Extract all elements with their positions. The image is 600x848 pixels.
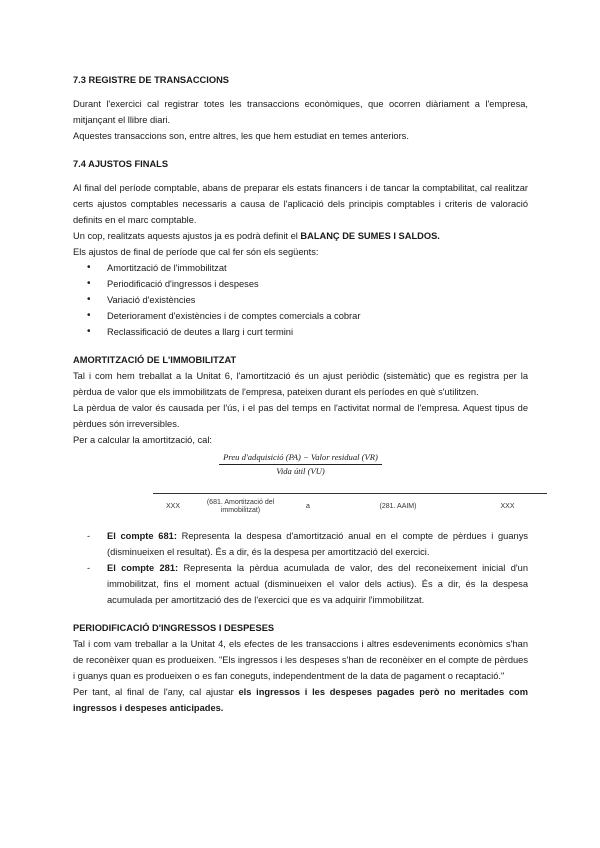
formula-denominator: Vida útil (VU): [276, 466, 325, 476]
heading-periodificacio: PERIODIFICACIÓ D'INGRESSOS I DESPESES: [73, 623, 275, 633]
paragraph: La pèrdua de valor és causada per l'ús, i el pas del temps en l'activitat normal de l'empresa. Aquest tipus de pèrdues són irreversibles.: [73, 403, 528, 429]
paragraph: Durant l'exercici cal registrar totes les transaccions econòmiques, que ocorren diàriament a l'empresa, mitjançant el llibre diari.: [73, 99, 528, 125]
list-item: • Variació d'existències: [87, 292, 528, 308]
list-item: - El compte 681: Representa la despesa d'amortització anual en el compte de pèrdues i guanys (disminueixen el resultat). És a dir, és la despesa per amortització del exercici.: [87, 528, 528, 560]
entry-credit-amount: XXX: [500, 503, 515, 510]
paragraph: Aquestes transaccions son, entre altres, les que hem estudiat en temes anteriors.: [73, 131, 409, 141]
paragraph: Tal i com hem treballat a la Unitat 6, l'amortització és un ajust periòdic (sistemàtic) que es registra per la pèrdua de valor que els immobilitzats de l'empresa, pateixen durant els períodes en què s'utilitzen.: [73, 371, 528, 397]
account-label: El compte 281:: [107, 563, 179, 573]
paragraph: Al final del període comptable, abans de preparar els estats financers i de tancar la comptabilitat, cal realitzar certs ajustos comptables necessaris a causa de l'aplicació dels principis comptables i criteris de valoració definits en el marc comptable.: [73, 183, 528, 225]
amortization-formula: [73, 452, 528, 477]
paragraph: Els ajustos de final de període que cal fer són els següents:: [73, 247, 319, 257]
list-item: • Periodificació d'ingressos i despeses: [87, 276, 528, 292]
adjustments-list: [73, 260, 528, 340]
paragraph: Tal i com vam treballar a la Unitat 4, els efectes de les transaccions i altres esdeveniments econòmics s'han de reconèixer quan es produeixen. "Els ingressos i les despeses s'han de reconèixer en el compte de pèrdues i guanys quan es produeixen o es fan coneguts, independentment de la data de pagament o recaptació.": [73, 639, 528, 681]
list-item: • Amortització de l'immobilitzat: [87, 260, 528, 276]
bold-term: els ingressos i les despeses pagades però no meritades com ingressos i despeses anticipades.: [73, 687, 528, 713]
entry-credit-account: (281. AAIM): [379, 503, 417, 510]
journal-entry: [153, 493, 547, 520]
list-item: • Deteriorament d'existències i de comptes comercials a cobrar: [87, 308, 528, 324]
entry-separator: a: [306, 503, 310, 510]
heading-registre-transaccions: 7.3 REGISTRE DE TRANSACCIONS: [73, 75, 230, 85]
paragraph: Per tant, al final de l'any, cal ajustar els ingressos i les despeses pagades però no meritades com ingressos i despeses anticipades.: [73, 687, 528, 713]
document-page: [73, 72, 528, 716]
paragraph: Un cop, realitzats aquests ajustos ja es podrà definit el BALANÇ DE SUMES I SALDOS.: [73, 231, 440, 241]
bold-term: BALANÇ DE SUMES I SALDOS.: [300, 231, 440, 241]
list-item: - El compte 281: Representa la pèrdua acumulada de valor, des del reconeixement inicial d'un immobilitzat, fins el moment actual (disminueixen el valor dels actius). És a dir, és la despesa acumulada per amortització des de l'exercici que es va adquirir l'immobilitzat.: [87, 560, 528, 608]
account-label: El compte 681:: [107, 531, 177, 541]
formula-numerator: Preu d'adquisició (PA) − Valor residual (VR): [219, 452, 382, 465]
paragraph: Per a calcular la amortització, cal:: [73, 435, 212, 445]
list-item: • Reclassificació de deutes a llarg i curt termini: [87, 324, 528, 340]
heading-ajustos-finals: 7.4 AJUSTOS FINALS: [73, 159, 169, 169]
account-descriptions: [73, 528, 528, 608]
entry-debit-account: (681. Amortització del immobilitzat): [206, 499, 275, 514]
heading-amortitzacio: AMORTITZACIÓ DE L'IMMOBILITZAT: [73, 355, 237, 365]
entry-debit-amount: XXX: [165, 503, 180, 510]
